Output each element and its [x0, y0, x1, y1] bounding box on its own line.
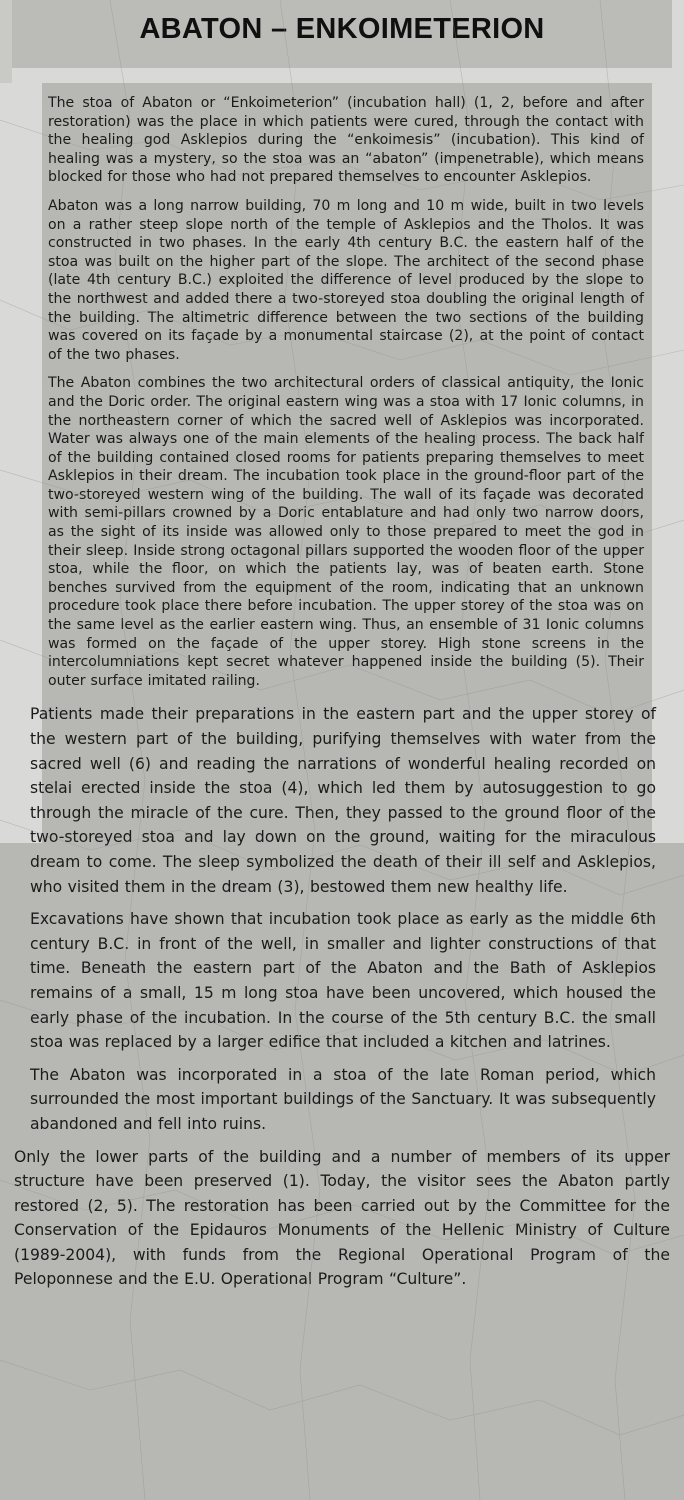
paragraph-1: The stoa of Abaton or “Enkoimeterion” (incubation hall) (1, 2, before and after restoration) was the place in which patients were cured, through the contact with the healing god Asklepios during the “enkoimesis” (incubation). This kind of healing was a mystery, so the stoa was an “abaton” (impenetrable), which means blocked for those who had not prepared themselves to encounter Asklepios.: [48, 95, 644, 186]
title-bar: [12, 0, 672, 68]
sign-title: ABATON – ENKOIMETERION: [139, 13, 545, 45]
paragraph-2: Abaton was a long narrow building, 70 m long and 10 m wide, built in two levels on a rather steep slope north of the temple of Asklepios and the Tholos. It was constructed in two phases. In the early 4th century B.C. the eastern half of the stoa was built on the higher part of the slope. The architect of the second phase (late 4th century B.C.) exploited the difference of level produced by the slope to the northwest and added there a two-storeyed stoa doubling the original length of the building. The altimetric difference between the two sections of the building was covered on its façade by a monumental staircase (2), at the point of contact of the two phases.: [48, 197, 644, 363]
paragraph-4: Patients made their preparations in the eastern part and the upper storey of the western part of the building, purifying themselves with water from the sacred well (6) and reading the narrations of wonderful healing recorded on stelai erected inside the stoa (4), which led them by autosuggestion to go through the miracle of the cure. Then, they passed to the ground floor of the two-storeyed stoa and lay down on the ground, waiting for the miraculous dream to come. The sleep symbolized the death of their ill self and Asklepios, who visited them in the dream (3), bestowed them new healthy life.: [30, 705, 656, 896]
paragraph-3: The Abaton combines the two architectural orders of classical antiquity, the Ionic and the Doric order. The original eastern wing was a stoa with 17 Ionic columns, in the northeastern corner of which the sacred well of Asklepios was incorporated. Water was always one of the main elements of the healing process. The back half of the building contained closed rooms for patients preparing themselves to meet Asklepios in their dream. The incubation took place in the ground-floor part of the two-storeyed western wing of the building. The wall of its façade was decorated with semi-pillars crowned by a Doric entablature and had only two narrow doors, as the sight of its inside was allowed only to those prepared to meet the god in their sleep. Inside strong octagonal pillars supported the wooden floor of the upper stoa, while the floor, on which the patients lay, was of beaten earth. Stone benches survived from the equipment of the room, indicating that an unknown procedure took place there before incubation. The upper storey of the stoa was on the same level as the earlier eastern wing. Thus, an ensemble of 31 Ionic columns was formed on the façade of the upper storey. High stone screens in the intercolumniations kept secret whatever happened inside the building (5). Their outer surface imitated railing.: [48, 375, 644, 689]
paragraph-5: Excavations have shown that incubation took place as early as the middle 6th century B.C. in front of the well, in smaller and lighter constructions of that time. Beneath the eastern part of the Abaton and the Bath of Asklepios remains of a small, 15 m long stoa have been uncovered, which housed the early phase of the incubation. In the course of the 5th century B.C. the small stoa was replaced by a larger edifice that included a kitchen and latrines.: [30, 910, 656, 1052]
paragraph-7: Only the lower parts of the building and a number of members of its upper structure have been preserved (1). Today, the visitor sees the Abaton partly restored (2, 5). The restoration has been carried out by the Committee for the Conservation of the Epidauros Monuments of the Hellenic Ministry of Culture (1989-2004), with funds from the Regional Operational Program of the Peloponnese and the E.U. Operational Program “Culture”.: [14, 1147, 670, 1289]
sign-body: [0, 94, 684, 1292]
paragraph-6: The Abaton was incorporated in a stoa of the late Roman period, which surrounded the most important buildings of the Sanctuary. It was subsequently abandoned and fell into ruins.: [30, 1065, 656, 1133]
